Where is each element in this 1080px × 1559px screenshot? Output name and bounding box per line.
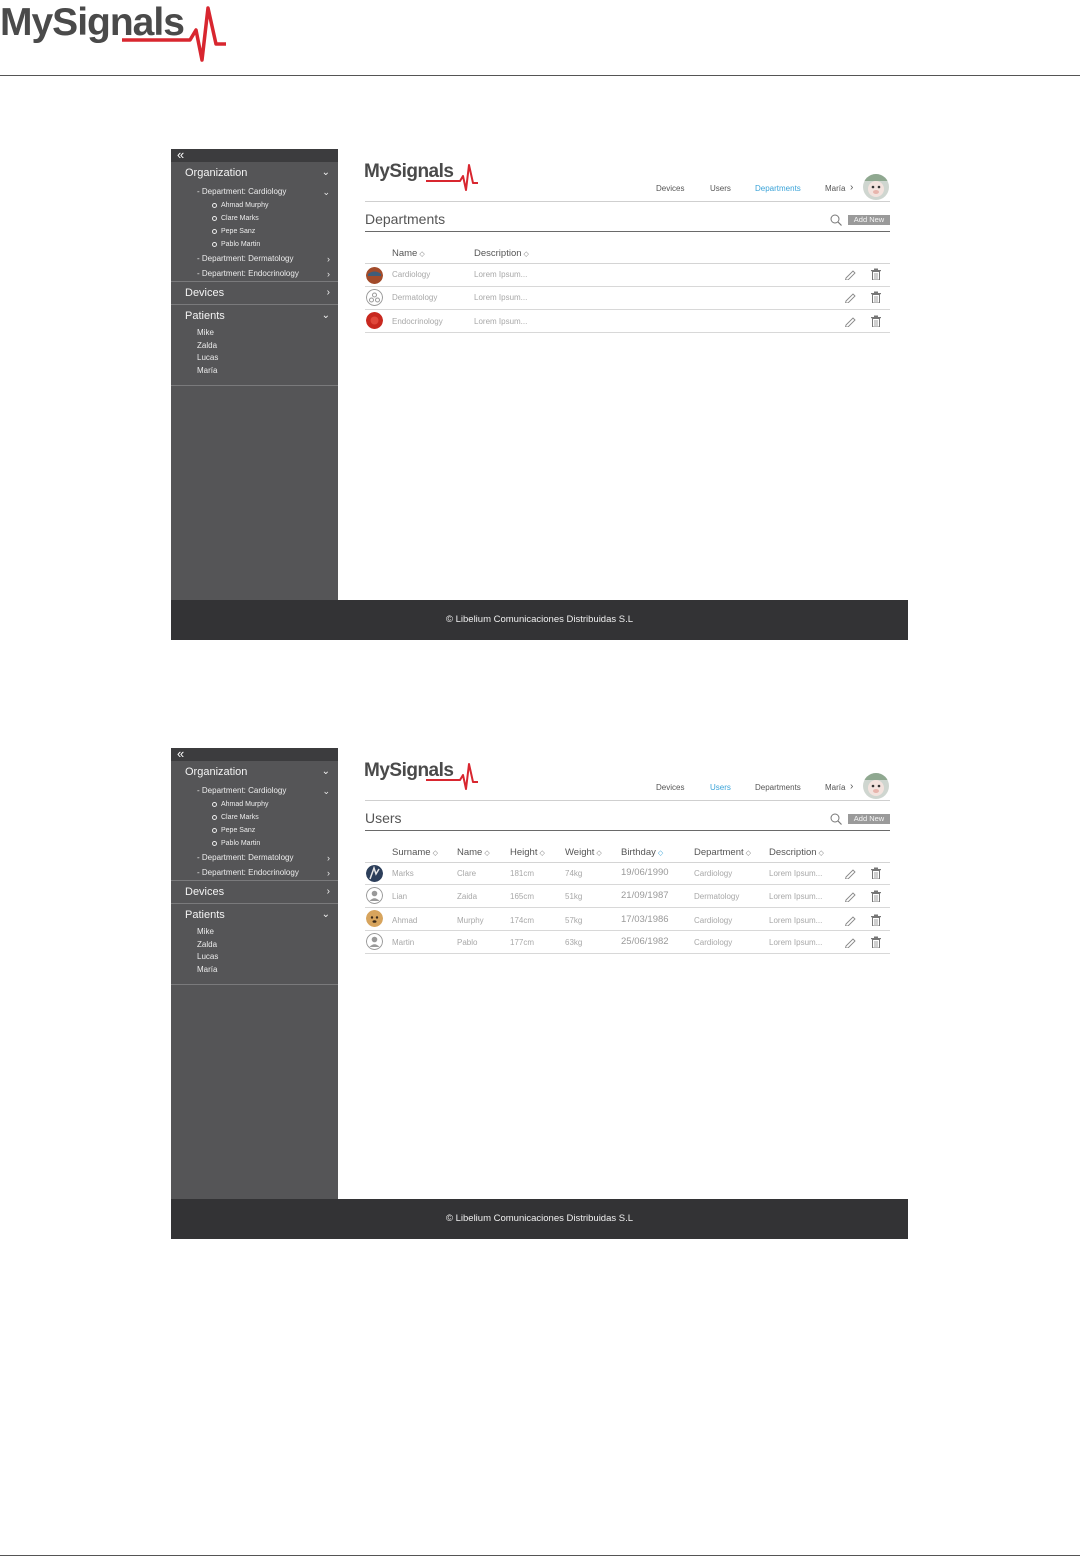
edit-icon[interactable] [844, 291, 856, 303]
page-title: Departments [365, 211, 446, 227]
cell-birthday: 25/06/1982 [621, 936, 669, 947]
sort-active-icon: ◇ [657, 850, 664, 857]
bullet-icon [212, 242, 217, 247]
chevron-down-icon: ⌄ [322, 187, 330, 197]
edit-icon[interactable] [844, 315, 856, 327]
row-divider [365, 884, 890, 885]
nav-users[interactable]: Users [710, 184, 731, 193]
collapse-sidebar-icon[interactable]: « [171, 149, 338, 162]
sidebar [171, 149, 338, 600]
add-new-button[interactable]: Add New [848, 814, 890, 824]
document-logo [0, 0, 240, 64]
cell-weight: 51kg [565, 892, 583, 901]
column-header-surname[interactable]: Surname ◇ [392, 847, 438, 858]
bullet-icon [212, 815, 217, 820]
sidebar-dept-dermatology[interactable]: - Department: Dermatology › [171, 251, 338, 266]
user-row-avatar [366, 910, 383, 927]
department-avatar [366, 312, 383, 329]
row-divider [365, 332, 890, 333]
app-logo-text: MySignals [364, 161, 454, 182]
edit-icon[interactable] [844, 890, 856, 902]
row-divider [365, 309, 890, 310]
cell-surname: Ahmad [392, 916, 418, 925]
edit-icon[interactable] [844, 268, 856, 280]
chevron-right-icon[interactable]: › [850, 781, 854, 792]
cell-description: Lorem Ipsum... [769, 916, 823, 925]
sidebar-member[interactable]: Ahmad Murphy [171, 199, 338, 212]
sidebar-organization [171, 162, 338, 282]
sort-icon: ◇ [818, 850, 824, 857]
cell-name: Murphy [457, 916, 484, 925]
sidebar-item-organization[interactable]: Organization ⌄ [171, 162, 338, 184]
chevron-down-icon: ⌄ [321, 766, 330, 777]
sidebar-member[interactable]: Pablo Martin [171, 238, 338, 251]
row-divider [365, 907, 890, 908]
sidebar-patient[interactable]: Zalda [197, 939, 218, 949]
user-avatar[interactable] [863, 174, 889, 200]
cell-name: Pablo [457, 938, 478, 947]
trash-icon[interactable] [870, 936, 882, 948]
department-name: Cardiology [392, 270, 431, 279]
bullet-icon [212, 802, 217, 807]
cell-height: 177cm [510, 938, 535, 947]
footer-divider [0, 1555, 1080, 1556]
sidebar-patient[interactable]: Mike [197, 927, 214, 936]
chevron-right-icon: › [326, 287, 330, 298]
chevron-down-icon: ⌄ [322, 786, 330, 796]
sidebar-dept-dermatology[interactable]: - Department: Dermatology › [171, 850, 338, 865]
trash-icon[interactable] [870, 315, 882, 327]
department-description: Lorem Ipsum... [474, 270, 528, 279]
chevron-right-icon: › [327, 868, 330, 878]
sidebar-patient[interactable]: Zalda [197, 340, 218, 350]
sidebar-dept-cardiology[interactable]: - Department: Cardiology ⌄ [171, 184, 338, 199]
cell-birthday: 17/03/1986 [621, 914, 669, 925]
cell-description: Lorem Ipsum... [769, 892, 823, 901]
sort-icon: ◇ [596, 850, 602, 857]
sidebar-member[interactable]: Pepe Sanz [171, 824, 338, 837]
cell-height: 174cm [510, 916, 535, 925]
sidebar-dept-cardiology[interactable]: - Department: Cardiology ⌄ [171, 783, 338, 798]
column-header-height[interactable]: Height ◇ [510, 847, 545, 858]
column-header-weight[interactable]: Weight ◇ [565, 847, 602, 858]
document-logo-text: MySignals [0, 1, 184, 44]
footer: © Libelium Comunicaciones Distribuidas S.L [171, 1199, 908, 1239]
sidebar-devices [171, 282, 338, 305]
main-content [338, 748, 908, 1199]
departments-mockup [171, 149, 908, 640]
nav-devices[interactable]: Devices [656, 184, 685, 193]
sidebar-item-patients[interactable]: Patients ⌄ [171, 904, 338, 926]
footer: © Libelium Comunicaciones Distribuidas S.L [171, 600, 908, 640]
sort-icon: ◇ [539, 850, 545, 857]
add-new-button[interactable]: Add New [848, 215, 890, 225]
cell-height: 181cm [510, 869, 535, 878]
column-header-description[interactable]: Description ◇ [769, 847, 824, 858]
sidebar-member[interactable]: Pepe Sanz [171, 225, 338, 238]
cell-weight: 63kg [565, 938, 583, 947]
app-logo[interactable] [364, 161, 484, 191]
sidebar-patient[interactable]: María [197, 365, 218, 375]
row-divider [365, 930, 890, 931]
cell-weight: 57kg [565, 916, 583, 925]
sidebar-dept-endocrinology[interactable]: - Department: Endocrinology › [171, 865, 338, 880]
trash-icon[interactable] [870, 890, 882, 902]
row-divider [365, 286, 890, 287]
column-header-department[interactable]: Department ◇ [694, 847, 752, 858]
header-row-rule [365, 862, 890, 863]
cell-department: Cardiology [694, 938, 733, 947]
nav-departments[interactable]: Departments [755, 783, 801, 792]
sidebar-patients [171, 305, 338, 386]
chevron-right-icon: › [326, 886, 330, 897]
sort-icon: ◇ [432, 850, 438, 857]
heartbeat-line-icon [364, 760, 484, 790]
sidebar-member[interactable]: Pablo Martin [171, 837, 338, 850]
search-icon[interactable] [830, 214, 842, 226]
sidebar-organization [171, 761, 338, 881]
header-divider [0, 75, 1080, 76]
cell-department: Cardiology [694, 869, 733, 878]
column-header-birthday[interactable]: Birthday ◇ [621, 847, 664, 858]
chevron-right-icon: › [327, 853, 330, 863]
cell-birthday: 19/06/1990 [621, 867, 669, 878]
app-logo-text: MySignals [364, 760, 454, 781]
bullet-icon [212, 216, 217, 221]
trash-icon[interactable] [870, 268, 882, 280]
user-avatar[interactable] [863, 773, 889, 799]
department-name: Endocrinology [392, 317, 443, 326]
search-icon[interactable] [830, 813, 842, 825]
edit-icon[interactable] [844, 867, 856, 879]
sidebar-item-patients[interactable]: Patients ⌄ [171, 305, 338, 327]
heartbeat-line-icon [364, 161, 484, 191]
page-title: Users [365, 810, 402, 826]
cell-surname: Marks [392, 869, 414, 878]
cell-name: Zaida [457, 892, 478, 901]
nav-devices[interactable]: Devices [656, 783, 685, 792]
chevron-right-icon: › [327, 254, 330, 264]
bullet-icon [212, 828, 217, 833]
cell-surname: Martin [392, 938, 415, 947]
chevron-down-icon: ⌄ [321, 909, 330, 920]
column-header-name[interactable]: Name ◇ [392, 248, 425, 259]
sort-icon: ◇ [484, 850, 490, 857]
department-description: Lorem Ipsum... [474, 293, 528, 302]
heartbeat-line-icon [0, 0, 240, 64]
bullet-icon [212, 841, 217, 846]
department-avatar [366, 267, 383, 284]
sidebar-patient[interactable]: Mike [197, 328, 214, 337]
title-rule [365, 830, 890, 831]
edit-icon[interactable] [844, 914, 856, 926]
sort-icon: ◇ [419, 251, 425, 258]
department-name: Dermatology [392, 293, 438, 302]
user-row-avatar [366, 887, 383, 904]
sort-icon: ◇ [745, 850, 752, 857]
title-rule [365, 231, 890, 232]
sidebar-patient[interactable]: Lucas [197, 353, 219, 362]
cell-surname: Lian [392, 892, 408, 901]
sidebar-item-organization[interactable]: Organization ⌄ [171, 761, 338, 783]
chevron-down-icon: ⌄ [321, 310, 330, 321]
cell-height: 165cm [510, 892, 535, 901]
nav-users[interactable]: Users [710, 783, 731, 792]
main-content [338, 149, 908, 600]
trash-icon[interactable] [870, 291, 882, 303]
sidebar-patients [171, 904, 338, 985]
sidebar-patient[interactable]: Lucas [197, 952, 219, 961]
chevron-right-icon[interactable]: › [850, 182, 854, 193]
sidebar-item-devices[interactable]: Devices › [171, 282, 338, 304]
nav-user-menu[interactable]: María [825, 783, 846, 792]
nav-user-menu[interactable]: María [825, 184, 846, 193]
department-avatar [366, 289, 383, 306]
cell-description: Lorem Ipsum... [769, 869, 823, 878]
cell-birthday: 21/09/1987 [621, 890, 669, 901]
trash-icon[interactable] [870, 914, 882, 926]
header-row-rule [365, 263, 890, 264]
row-divider [365, 953, 890, 954]
header-rule [365, 201, 890, 202]
bullet-icon [212, 203, 217, 208]
department-description: Lorem Ipsum... [474, 317, 528, 326]
nav-departments[interactable]: Departments [755, 184, 801, 193]
sidebar-member[interactable]: Ahmad Murphy [171, 798, 338, 811]
app-logo[interactable] [364, 760, 484, 790]
collapse-sidebar-icon[interactable]: « [171, 748, 338, 761]
sidebar-member[interactable]: Clare Marks [171, 212, 338, 225]
edit-icon[interactable] [844, 936, 856, 948]
cell-department: Dermatology [694, 892, 740, 901]
header-rule [365, 800, 890, 801]
column-header-description[interactable]: Description ◇ [474, 248, 529, 259]
chevron-down-icon: ⌄ [321, 167, 330, 178]
cell-name: Clare [457, 869, 477, 878]
sort-icon: ◇ [523, 251, 529, 258]
cell-weight: 74kg [565, 869, 583, 878]
chevron-right-icon: › [327, 269, 330, 279]
cell-description: Lorem Ipsum... [769, 938, 823, 947]
bullet-icon [212, 229, 217, 234]
cell-department: Cardiology [694, 916, 733, 925]
sidebar-patient[interactable]: María [197, 964, 218, 974]
sidebar-member[interactable]: Clare Marks [171, 811, 338, 824]
user-row-avatar [366, 933, 383, 950]
sidebar-item-devices[interactable]: Devices › [171, 881, 338, 903]
sidebar-devices [171, 881, 338, 904]
user-row-avatar [366, 865, 383, 882]
sidebar-dept-endocrinology[interactable]: - Department: Endocrinology › [171, 266, 338, 281]
trash-icon[interactable] [870, 867, 882, 879]
sidebar [171, 748, 338, 1199]
users-mockup [171, 748, 908, 1239]
column-header-name[interactable]: Name ◇ [457, 847, 490, 858]
